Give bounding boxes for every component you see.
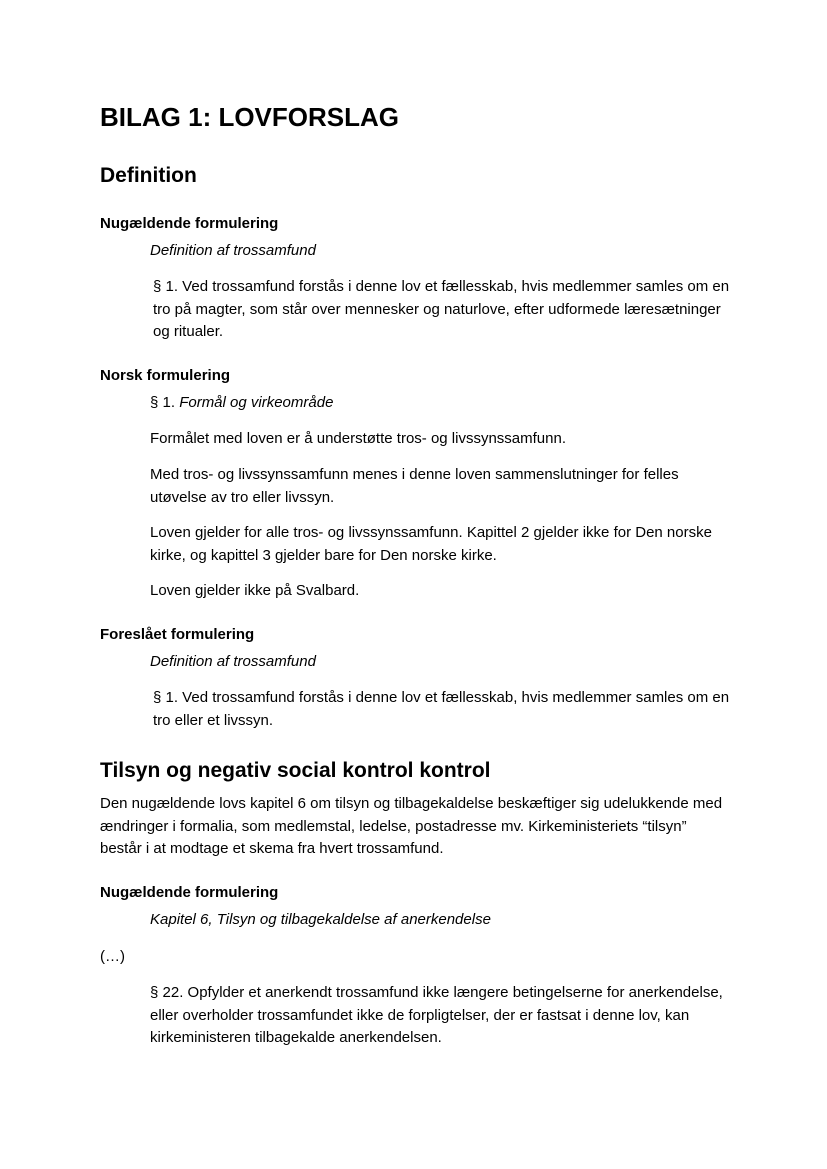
proposed-subtitle: Definition af trossamfund [150, 653, 316, 670]
norwegian-paragraph: Med tros- og livssynssamfunn menes i denne loven sammenslutninger for felles utøvelse av tro eller livssyn. [150, 466, 679, 506]
section-heading-definition: Definition [100, 164, 197, 187]
document-title: BILAG 1: LOVFORSLAG [100, 102, 399, 132]
supervision-intro-paragraph: Den nugældende lovs kapitel 6 om tilsyn og tilbagekaldelse beskæftiger sig udelukkende med ændringer i formalia, som medlemstal, ledelse, postadresse mv. Kirkeministeriets “tilsyn” består i at modtage et skema fra hvert trossamfund. [100, 795, 723, 857]
current-subtitle: Definition af trossamfund [150, 242, 316, 259]
subheading-current-formulation: Nugældende formulering [100, 215, 279, 232]
proposed-paragraph: § 1. Ved trossamfund forstås i denne lov et fællesskab, hvis medlemmer samles om en tro eller et livssyn. [153, 689, 730, 729]
section-22-paragraph: § 22. Opfylder et anerkendt trossamfund ikke længere betingelserne for anerkendelse, eller overholder trossamfundet ikke de forpligtelser, der er fastsat i denne lov, kan kirkeministeren tilbagekalde anerkendelsen. [150, 984, 723, 1046]
norwegian-section-line [150, 392, 730, 415]
subheading-proposed-formulation: Foreslået formulering [100, 626, 255, 643]
norwegian-paragraph: Loven gjelder ikke på Svalbard. [150, 582, 360, 599]
section-heading-supervision: Tilsyn og negativ social kontrol kontrol [100, 759, 491, 782]
norwegian-paragraph: Loven gjelder for alle tros- og livssynssamfunn. Kapittel 2 gjelder ikke for Den norske kirke, og kapittel 3 gjelder bare for Den norske kirke. [150, 524, 712, 564]
ellipsis: (…) [100, 948, 125, 965]
norwegian-paragraph: Formålet med loven er å understøtte tros- og livssynssamfunn. [150, 430, 567, 447]
norwegian-section-title: Formål og virkeområde [179, 394, 334, 411]
subheading-current-formulation-2: Nugældende formulering [100, 884, 279, 901]
subheading-norwegian-formulation: Norsk formulering [100, 367, 231, 384]
chapter-subtitle: Kapitel 6, Tilsyn og tilbagekaldelse af anerkendelse [150, 911, 491, 928]
current-paragraph: § 1. Ved trossamfund forstås i denne lov et fællesskab, hvis medlemmer samles om en tro på magter, som står over mennesker og naturlove, efter udformede læresætninger og ritualer. [153, 278, 730, 340]
norwegian-section-number: § 1. [150, 394, 180, 411]
